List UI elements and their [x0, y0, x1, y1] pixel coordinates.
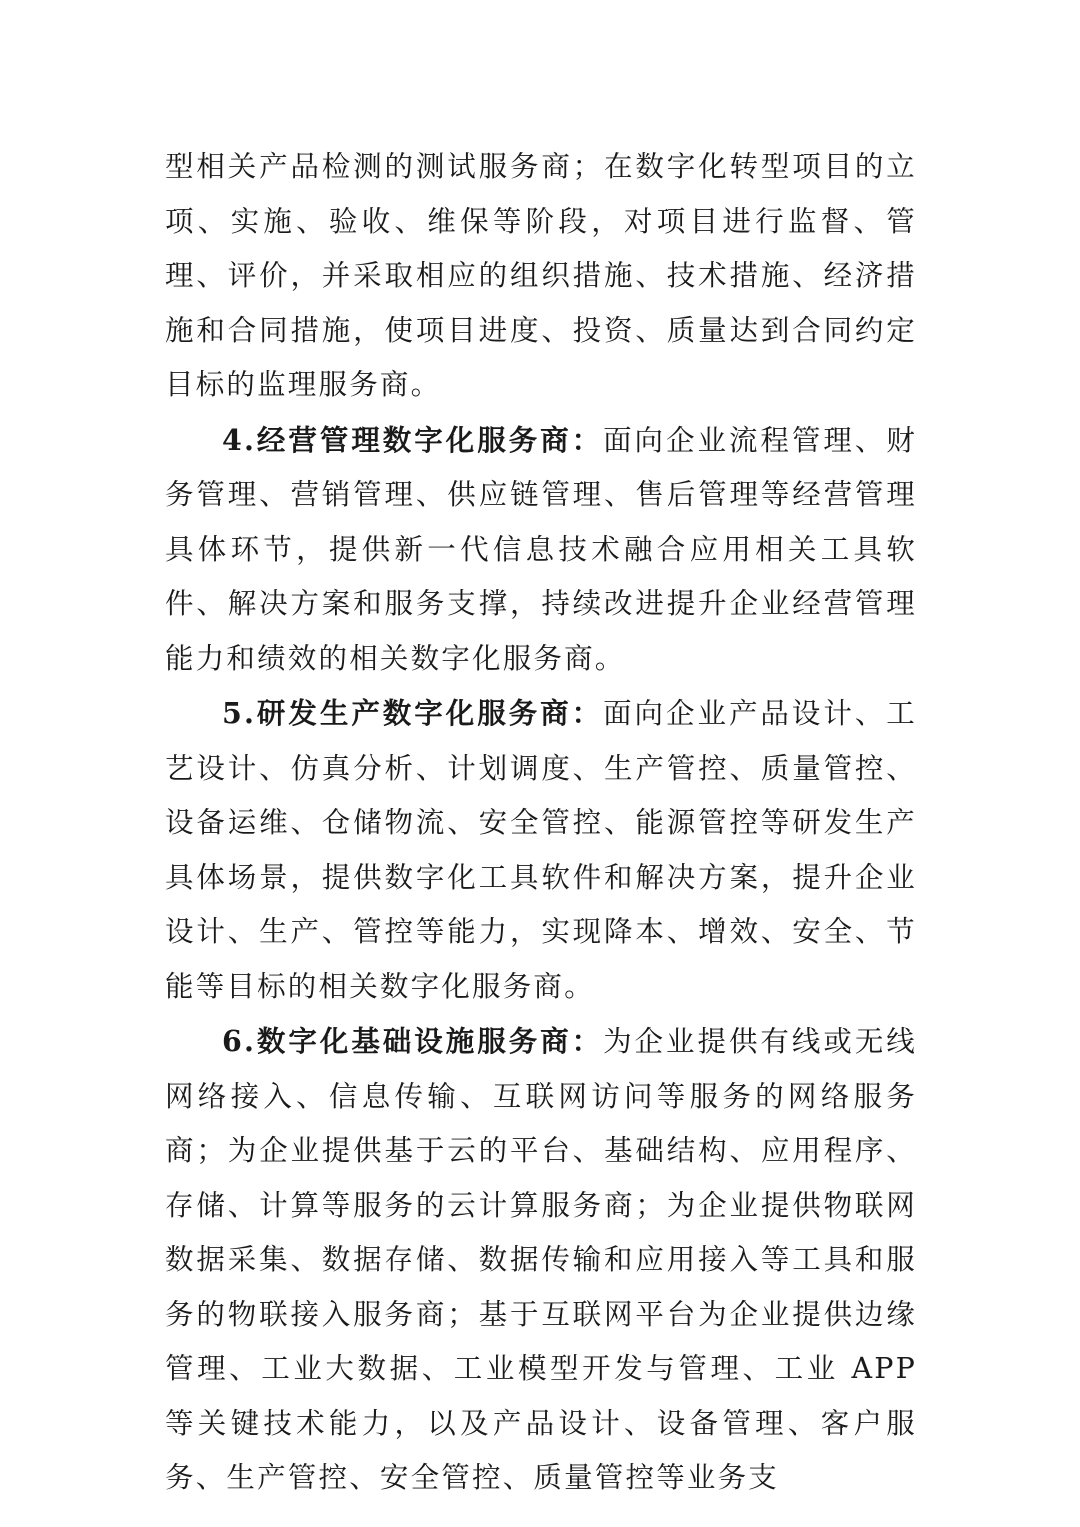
- paragraph-heading: 4.经营管理数字化服务商：: [222, 422, 604, 457]
- paragraph-heading: 5.研发生产数字化服务商：: [222, 696, 604, 730]
- body-text: [165, 140, 917, 1506]
- paragraph-body: 面向企业流程管理、财务管理、营销管理、供应链管理、售后管理等经营管理具体环节，提供新一代信息技术融合应用相关工具软件、解决方案和服务支撑，持续改进提升企业经营管理能力和绩效的相关数字化服务商。: [165, 423, 917, 675]
- paragraph-body: 面向企业产品设计、工艺设计、仿真分析、计划调度、生产管控、质量管控、设备运维、仓储物流、安全管控、能源管控等研发生产具体场景，提供数字化工具软件和解决方案，提升企业设计、生产、管控等能力，实现降本、增效、安全、节能等目标的相关数字化服务商。: [165, 697, 917, 1003]
- paragraph-body: 型相关产品检测的测试服务商；在数字化转型项目的立项、实施、验收、维保等阶段，对项目进行监督、管理、评价，并采取相应的组织措施、技术措施、经济措施和合同措施，使项目进度、投资、质量达到合同约定目标的监理服务商。: [165, 150, 917, 401]
- paragraph-infrastructure: [165, 1014, 917, 1506]
- paragraph-body: 为企业提供有线或无线网络接入、信息传输、互联网访问等服务的网络服务商；为企业提供基于云的平台、基础结构、应用程序、存储、计算等服务的云计算服务商；为企业提供物联网数据采集、数据存储、数据传输和应用接入等工具和服务的物联接入服务商；基于互联网平台为企业提供边缘管理、工业大数据、工业模型开发与管理、工业 APP 等关键技术能力，以及产品设计、设备管理、客户服务、生产管控、安全管控、质量管控等业务支: [165, 1025, 917, 1494]
- paragraph-heading: 6.数字化基础设施服务商：: [222, 1024, 604, 1058]
- paragraph-business-management: [165, 413, 917, 687]
- paragraph-continuation: [165, 140, 917, 413]
- paragraph-rd-production: [165, 686, 917, 1014]
